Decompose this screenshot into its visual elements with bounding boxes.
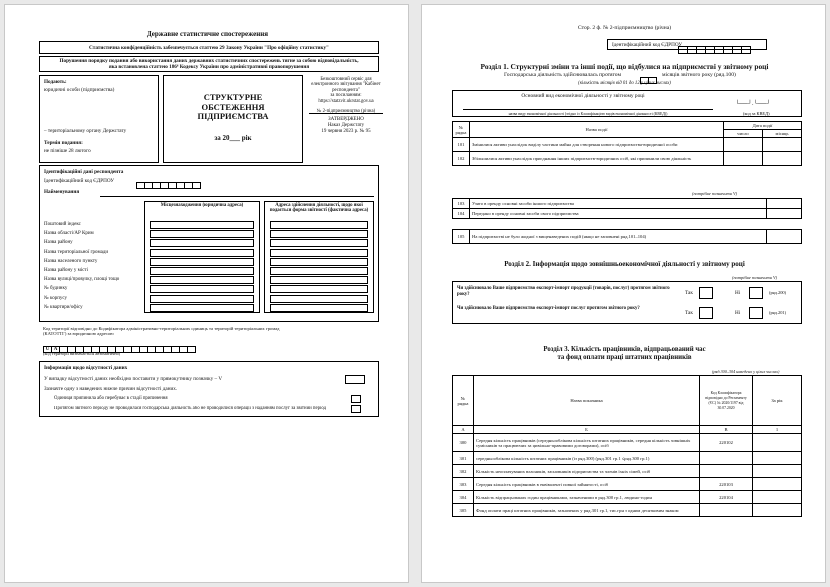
- events-table: [452, 121, 802, 166]
- row-number: 301: [453, 452, 474, 465]
- legal-address-input[interactable]: [150, 221, 254, 229]
- row-name: Передано в оренду основні засоби свого підприємства: [470, 209, 767, 219]
- t3-letter-1: 1: [753, 426, 802, 434]
- col-day: число: [724, 130, 763, 138]
- approved-label: ЗАТВЕРДЖЕНО: [328, 116, 364, 122]
- kved-note: (код за КВЕД): [743, 111, 770, 116]
- section-1-title: Розділ 1. Структурні зміни та інші події, що відбулися на підприємстві у звітному році: [480, 62, 769, 71]
- t3-col-code: Код Класифікатора відповідно до Регламенту (ЄС) № 2020/1197 від 30.07.2020: [700, 376, 753, 426]
- ident-title: Ідентифікаційні дані респондента: [44, 169, 124, 175]
- address-field-label: Назва області/АР Крим: [44, 231, 94, 237]
- table-row: [453, 138, 802, 152]
- legal-address-header: Місцезнаходження (юридична адреса): [160, 203, 244, 208]
- absent-line-1: У випадку відсутності даних необхідно поставити у прямокутнику позначку – V: [44, 376, 223, 382]
- employees-table: [452, 375, 802, 517]
- t3-letter-c: В: [700, 426, 753, 434]
- actual-address-input[interactable]: [270, 258, 368, 266]
- name-line[interactable]: [100, 196, 374, 197]
- table-row: [453, 491, 802, 504]
- col-event-name: Назва події: [470, 122, 724, 138]
- address-field-label: Назва територіальної громади: [44, 249, 109, 255]
- legal-address-input[interactable]: [150, 267, 254, 275]
- page-header: Стор. 2 ф. № 2-підприємництво (річна): [577, 25, 672, 31]
- table-row: [453, 209, 802, 219]
- section-3-title: [422, 346, 827, 362]
- indicator-name: Фонд оплати праці штатних працівників, зазначених у ряд.301 гр.1, тис.грн з одним десятковим знаком: [474, 504, 700, 517]
- main-activity-note: назва виду економічної діяльності (згідно із Класифікацією видів економічної діяльності (КВЕД)): [508, 112, 668, 116]
- table-row: [453, 152, 802, 166]
- legal-address-input[interactable]: [150, 230, 254, 238]
- yes-checkbox-201[interactable]: [699, 307, 713, 319]
- warning-box: [39, 56, 379, 72]
- col-month: місяць: [763, 130, 802, 138]
- row-name: Збільшилися активи унаслідок приєднання інших підприємств-юридичних осіб, які припинили свою діяльність: [470, 152, 724, 166]
- row-number: 305: [453, 504, 474, 517]
- deadline-label: Термін подання:: [44, 140, 83, 146]
- classifier-code: 220102: [700, 434, 753, 452]
- form-title-line-3: ПІДПРИЄМСТВА: [197, 111, 269, 121]
- t3-col-year: За рік: [753, 376, 802, 426]
- section-1-months-label: Господарська діяльність здійснювалась протягом: [504, 72, 622, 78]
- actual-address-input[interactable]: [270, 276, 368, 284]
- absent-title: Інформація щодо відсутності даних: [44, 365, 128, 371]
- actual-address-input[interactable]: [270, 221, 368, 229]
- submit-label: Подають:: [44, 79, 67, 85]
- row-number: 103: [453, 199, 470, 209]
- question-201: Чи здійснювало Ваше підприємство експорт-імпорт послуг протягом звітного року?: [457, 306, 640, 311]
- submit-box: [39, 75, 159, 163]
- edrpou-box-2: [607, 39, 767, 50]
- yes-label-201: Так: [685, 310, 693, 316]
- row-number: 304: [453, 491, 474, 504]
- row-name: Змінилися активи унаслідок виділу частини майна для створення нового підприємства-юридичної особи: [470, 138, 724, 152]
- submit-who: юридичні особи (підприємства): [44, 87, 115, 93]
- main-activity-label: Основний вид економічної діяльності у звітному році: [521, 93, 645, 99]
- address-field-label: Назва району у місті: [44, 268, 88, 273]
- table-row: [453, 434, 802, 452]
- address-field-label: Назва району: [44, 240, 73, 246]
- tick-cell[interactable]: [767, 230, 802, 244]
- table-row: [453, 504, 802, 517]
- address-field-label: № будинку: [44, 286, 68, 292]
- form-page-1: [4, 4, 409, 583]
- indicator-name: Середня кількість працівників (середньооблікова кількість штатних працівників, середня кількість зовнішніх сумісників та працюючих за цивільно-правовими договорами), осіб: [474, 434, 700, 452]
- row-name: Узято в оренду основні засоби іншого підприємства: [470, 199, 767, 209]
- form-title: [164, 93, 302, 122]
- indicator-name: Кількість неоплачуваних власників, засновників підприємства та членів їхніх сімей, осіб: [474, 465, 700, 478]
- legal-address-input[interactable]: [150, 249, 254, 257]
- tick-note-2: (потрібне позначити V): [732, 275, 778, 280]
- day-input[interactable]: [724, 138, 763, 152]
- section-2-title: Розділ 2. Інформація щодо зовнішньоекономічної діяльності у звітному році: [504, 260, 745, 268]
- deadline-value: не пізніше 28 лютого: [44, 148, 91, 154]
- month-input[interactable]: [763, 138, 802, 152]
- month-input[interactable]: [763, 152, 802, 166]
- year-value-input[interactable]: [753, 452, 802, 465]
- year-value-input[interactable]: [753, 478, 802, 491]
- e-service-link[interactable]: https://statzvit.ukrstat.gov.ua: [318, 99, 374, 105]
- actual-address-input[interactable]: [270, 249, 368, 257]
- indicator-name: Середня кількість працівників в еквіваленті повної зайнятості, осіб: [474, 478, 700, 491]
- actual-address-input[interactable]: [270, 267, 368, 275]
- form-title-line-2: ОБСТЕЖЕННЯ: [201, 101, 265, 112]
- absent-line-2: Зазначте одну з наведених нижче причин відсутності даних.: [44, 386, 178, 392]
- classifier-code: [700, 465, 753, 478]
- actual-address-header: Адреса здійснення діяльності, щодо якої подається форма звітності (фактична адреса): [269, 203, 369, 214]
- actual-address-input[interactable]: [270, 304, 368, 312]
- ident-box: [39, 165, 379, 322]
- main-activity-line[interactable]: [463, 109, 713, 110]
- address-field-label: Поштовий індекс: [44, 222, 81, 227]
- confidential-text: Статистична конфіденційність забезпечується статтею 29 Закону України "Про офіційну статистику": [89, 45, 329, 51]
- edrpou-label: Ідентифікаційний код ЄДРПОУ: [44, 178, 115, 184]
- no-checkbox-200[interactable]: [749, 287, 763, 299]
- legal-address-input[interactable]: [150, 239, 254, 247]
- months-note: (кількість місяців від 01 до 12 у цілих числах): [578, 81, 671, 86]
- approved-date: 19 червня 2023 р. № 95: [321, 128, 371, 134]
- address-field-label: Назва населеного пункту: [44, 258, 98, 264]
- row-number: 104: [453, 209, 470, 219]
- table-row: [453, 452, 802, 465]
- warning-text: Порушення порядку подання або використання даних державних статистичних спостережень тягне за собою відповідальність, яка встановлена статтею 186⁶ Кодексу України про адміністративні правопорушення: [59, 58, 359, 70]
- row-number: 101: [453, 138, 470, 152]
- units-note: (ряд.300–304 наведено у цілих числах): [712, 369, 780, 374]
- actual-address-input[interactable]: [270, 239, 368, 247]
- section-3-title-line-1: Розділ 3. Кількість працівників, відпрацьований час: [543, 346, 706, 353]
- row-name: На підприємстві не було жодної з вищенаведених подій (якщо не заповнені ряд.101–104): [470, 230, 767, 244]
- edrpou-input-2[interactable]: [678, 41, 750, 59]
- row-number: 105: [453, 230, 470, 244]
- row-number: 300: [453, 434, 474, 452]
- divider: [309, 113, 383, 114]
- classifier-code: [700, 452, 753, 465]
- no-label-201: Ні: [735, 310, 741, 316]
- form-title-box: [163, 75, 303, 163]
- actual-address-input[interactable]: [270, 285, 368, 293]
- col-event-date: Дата події: [724, 122, 802, 130]
- e-service-link-label: за посиланням:: [330, 93, 362, 99]
- edrpou-label-2: Ідентифікаційний код ЄДРПОУ: [612, 42, 683, 48]
- no-events-table: [452, 229, 802, 244]
- absent-option-2-checkbox[interactable]: [351, 405, 361, 413]
- name-label: Найменування: [44, 189, 80, 195]
- absent-box: [39, 361, 379, 417]
- row-ref-200: (ряд.200): [769, 290, 787, 295]
- tick-note-1: (потрібне позначити V): [692, 191, 738, 196]
- day-input[interactable]: [724, 152, 763, 166]
- t3-col-row-no: № рядка: [453, 376, 474, 426]
- indicator-name: Кількість відпрацьованих годин працівниками, зазначеними в ряд.300 гр.1, людино-годин: [474, 491, 700, 504]
- form-page-2: [421, 4, 826, 583]
- table-row: [453, 478, 802, 491]
- classifier-code: 220104: [700, 491, 753, 504]
- question-200: Чи здійснювало Ваше підприємство експорт-імпорт продукції (товарів, послуг) протягом звітного року?: [457, 286, 670, 297]
- no-checkbox-201[interactable]: [749, 307, 763, 319]
- form-year: за 20___ рік: [214, 134, 252, 142]
- legal-address-input[interactable]: [150, 304, 254, 312]
- address-field-label: № квартири/офісу: [44, 304, 83, 310]
- legal-address-input[interactable]: [150, 285, 254, 293]
- absent-option-1: Одиниця припинила або перебуває в стадії припинення: [54, 396, 168, 401]
- months-suffix: місяців звітного року (ряд.100): [662, 72, 736, 78]
- submit-to: – територіальному органу Держстату: [44, 128, 127, 134]
- absent-option-1-checkbox[interactable]: [351, 395, 361, 403]
- approved-by: Наказ Держстату: [327, 122, 365, 128]
- year-value-input[interactable]: [753, 504, 802, 517]
- table-row: [453, 230, 802, 244]
- absent-checkbox[interactable]: [345, 375, 365, 384]
- katottg-note: Код території відповідно до Кодифікатора адміністративно-територіальних одиниць та територій територіальних громад (КАТОТТГ) за юридичною адресою: [43, 326, 280, 337]
- row-number: 302: [453, 465, 474, 478]
- edrpou-input[interactable]: [136, 176, 200, 194]
- legal-address-input[interactable]: [150, 295, 254, 303]
- section-3-title-line-2: та фонд оплати праці штатних працівників: [557, 354, 692, 361]
- year-value-input[interactable]: [753, 491, 802, 504]
- classifier-code: [700, 504, 753, 517]
- t3-col-name: Назва показника: [474, 376, 700, 426]
- actual-address-input[interactable]: [270, 295, 368, 303]
- tick-cell[interactable]: [767, 209, 802, 219]
- year-value-input[interactable]: [753, 465, 802, 478]
- indicator-name: середньооблікова кількість штатних працівників (із ряд.300) (ряд.301 гр.1 ≤ряд.300 гр.1): [474, 452, 700, 465]
- table-row: [453, 199, 802, 209]
- kved-input[interactable]: └──┘.└──┘: [735, 101, 771, 107]
- e-service-block: [309, 77, 383, 135]
- katottg-auto-note: (код території визначається автоматично): [43, 351, 121, 356]
- survey-title: Державне статистичне спостереження: [146, 30, 269, 38]
- row-ref-201: (ряд.201): [769, 310, 787, 315]
- rent-table: [452, 198, 802, 219]
- t3-letter-a: А: [453, 426, 474, 434]
- katottg-input[interactable]: U A: [43, 340, 195, 358]
- tick-cell[interactable]: [767, 199, 802, 209]
- e-service-text: Безкоштовний сервіс для електронного звітування "Кабінет респондента": [311, 77, 381, 93]
- col-row-no: № рядка: [453, 122, 470, 138]
- address-field-label: № корпусу: [44, 295, 68, 301]
- year-value-input[interactable]: [753, 434, 802, 452]
- legal-address-input[interactable]: [150, 276, 254, 284]
- yes-checkbox-200[interactable]: [699, 287, 713, 299]
- foreign-trade-box: [452, 281, 802, 324]
- legal-address-input[interactable]: [150, 258, 254, 266]
- actual-address-input[interactable]: [270, 230, 368, 238]
- table-row: [453, 465, 802, 478]
- t3-letter-b: Б: [474, 426, 700, 434]
- classifier-code: 220103: [700, 478, 753, 491]
- absent-option-2: Протягом звітного періоду не проводилася господарська діяльність або не проводилися операції з наданням послуг за звітний період: [54, 406, 327, 411]
- confidential-box: [39, 41, 379, 54]
- form-title-line-1: СТРУКТУРНЕ: [203, 92, 263, 102]
- row-number: 303: [453, 478, 474, 491]
- address-field-label: Назва вулиці/провулку, площі тощо: [44, 277, 120, 283]
- no-label-200: Ні: [735, 290, 741, 296]
- yes-label-200: Так: [685, 290, 693, 296]
- main-activity-box: [452, 90, 802, 117]
- form-number: № 2-підприємництво (річна): [316, 109, 376, 115]
- row-number: 102: [453, 152, 470, 166]
